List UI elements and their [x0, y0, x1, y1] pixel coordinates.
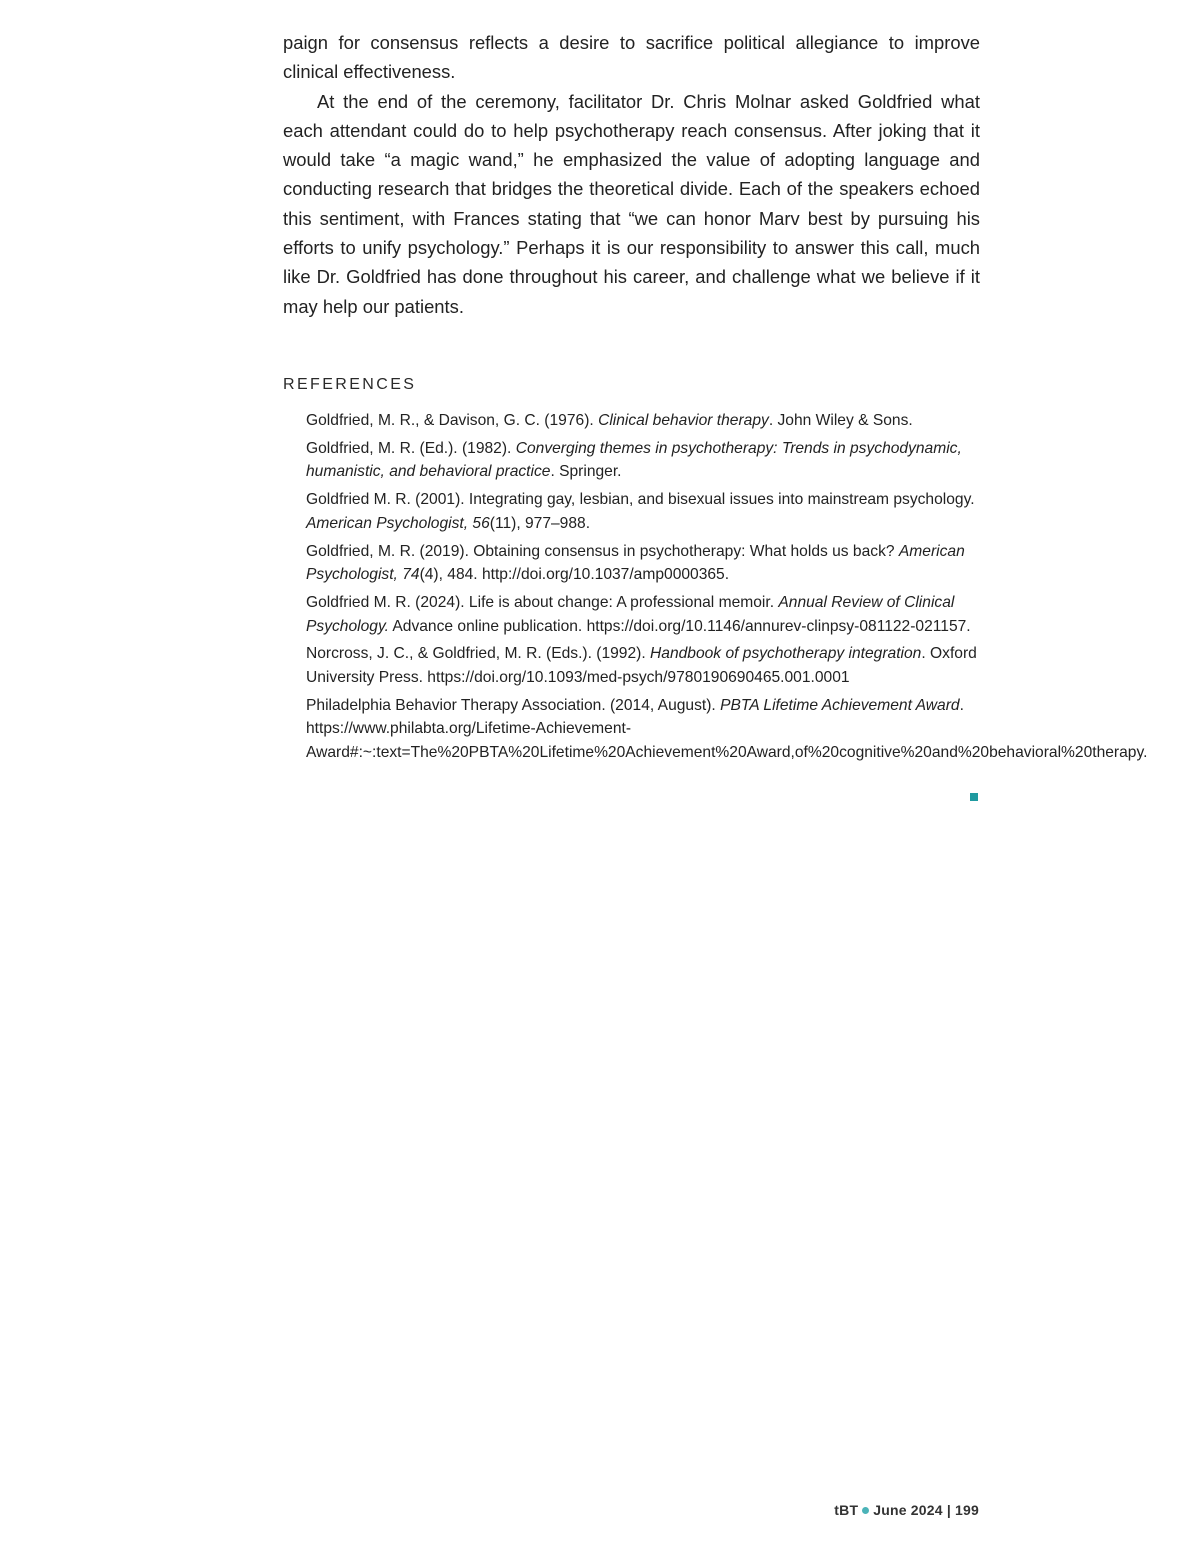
reference-item: Norcross, J. C., & Goldfried, M. R. (Eds.). (1992). Handbook of psychotherapy integration. Oxford University Press. https://doi.org/10.1093/med-psych/9780190690465.001.0001: [306, 645, 977, 687]
body-text: [283, 28, 980, 321]
reference-item: Goldfried, M. R. (2019). Obtaining consensus in psychotherapy: What holds us back? American Psychologist, 74(4), 484. http://doi.org/10.1037/amp0000365.: [306, 542, 965, 584]
journal-name: tBT: [834, 1502, 859, 1518]
page-footer: [834, 1502, 979, 1518]
reference-item: Goldfried, M. R., & Davison, G. C. (1976). Clinical behavior therapy. John Wiley & Sons.: [306, 412, 913, 429]
paragraph-2: At the end of the ceremony, facilitator Dr. Chris Molnar asked Goldfried what each attendant could do to help psychotherapy reach consensus. After joking that it would take “a magic wand,” he emphasized the value of adopting language and conducting research that bridges the theoretical divide. Each of the speakers echoed this sentiment, with Frances stating that “we can honor Marv best by pursuing his efforts to unify psychology.” Perhaps it is our responsibility to answer this call, much like Dr. Goldfried has done throughout his career, and challenge what we believe if it may help our patients.: [283, 90, 980, 317]
reference-item: Goldfried, M. R. (Ed.). (1982). Converging themes in psychotherapy: Trends in psychodynamic, humanistic, and behavioral practice. Springer.: [306, 439, 962, 481]
reference-item: Goldfried M. R. (2024). Life is about change: A professional memoir. Annual Review of Clinical Psychology. Advance online publication. https://doi.org/10.1146/annurev-clinpsy-081122-021157.: [306, 593, 971, 635]
references-list: [306, 409, 1148, 769]
paragraph-1: paign for consensus reflects a desire to sacrifice political allegiance to improve clinical effectiveness.: [283, 32, 980, 83]
bullet-dot-icon: [862, 1507, 869, 1514]
references-heading: REFERENCES: [283, 376, 417, 393]
reference-item: Philadelphia Behavior Therapy Association. (2014, August). PBTA Lifetime Achievement Award. https://www.philabta.org/Lifetime-Achievement-Award#:~:text=The%20PBTA%20Lifetime%20Achievement%20Award,of%20cognitive%20and%20behavioral%20therapy.: [306, 696, 1148, 762]
end-of-article-square-icon: [970, 793, 978, 801]
footer-separator: |: [946, 1502, 951, 1518]
reference-item: Goldfried M. R. (2001). Integrating gay, lesbian, and bisexual issues into mainstream psychology. American Psychologist, 56(11), 977–988.: [306, 491, 975, 532]
issue-date: June 2024: [873, 1502, 943, 1518]
page-number: 199: [955, 1502, 979, 1518]
article-column: [283, 28, 1148, 762]
